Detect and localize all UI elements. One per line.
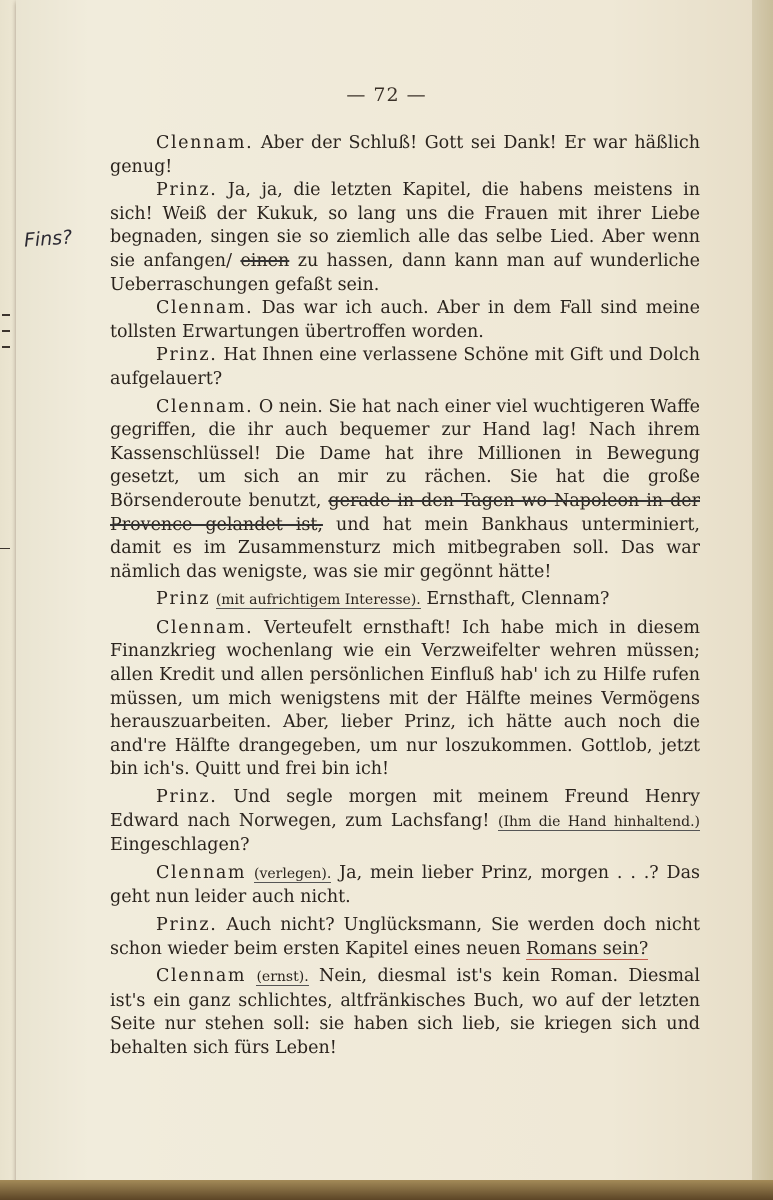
dialogue: zu hassen, dann kann man auf wunderliche Ueberraschungen gefaßt sein. — [110, 250, 700, 295]
dialogue: Ernsthaft, Clennam? — [426, 589, 610, 610]
paragraph — [110, 132, 700, 179]
paragraph — [110, 344, 700, 391]
paragraph — [110, 914, 700, 961]
paragraph — [110, 617, 700, 782]
dialogue: Aber der Schluß! Gott sei Dank! Er war häßlich genug! — [110, 133, 700, 177]
speaker: Clennam — [156, 862, 247, 883]
dialogue: Hat Ihnen eine verlassene Schöne mit Gift und Dolch aufgelauert? — [110, 345, 700, 389]
margin-mark — [0, 548, 10, 549]
paragraph: Prinz. Ja, ja, die letzten Kapitel, die habens meistens in sich! Weiß der Kukuk, so lang uns die Frauen mit ihrer Liebe begnaden, singen sie so ziemlich alle das selbe Lied. Aber wenn sie anfangen/ einen zu hassen, dann kann man auf wunderliche Ueberraschungen gefaßt sein. — [110, 180, 700, 295]
paragraph — [110, 786, 700, 858]
paragraph — [110, 965, 700, 1060]
speaker: Prinz. — [156, 345, 218, 366]
dialogue: Nein, diesmal ist's kein Roman. Diesmal ist's ein ganz schlichtes, altfränkisches Buch, wo auf der letzten Seite nur stehen soll: sie haben sich lieb, sie kriegen sich und behalten sich fürs Leben! — [110, 966, 700, 1058]
page-number: — 72 — — [346, 84, 427, 106]
struck-word: einen — [240, 250, 290, 271]
struck-passage: gerade in den Tagen wo Napoleon in der Provence gelandet ist, — [110, 490, 700, 535]
page-edge — [752, 0, 773, 1180]
dialogue: Auch nicht? Unglücksmann, Sie werden doch nicht schon wieder beim ersten Kapitel eines neuen — [110, 915, 700, 959]
page-body — [110, 132, 700, 1061]
dialogue: Das war ich auch. Aber in dem Fall sind meine tollsten Erwartungen übertroffen worden. — [110, 298, 700, 342]
dialogue: O nein. Sie hat nach einer viel wuchtigeren Waffe gegriffen, die ihr auch bequemer zur Hand lag! Nach ihrem Kassenschlüssel! Die Dame hat ihre Millionen in Bewegung gesetzt, um sich an mir zu rächen. Sie hat die große Börsenderoute benutzt, — [110, 396, 700, 511]
dialogue: Verteufelt ernsthaft! Ich habe mich in diesem Finanzkrieg wochenlang wie ein Verzweifelter wehren müssen; allen Kredit und allen persönlichen Einfluß hab' ich zu Hilfe rufen müssen, um mich wenigstens mit der Hälfte meines Vermögens herauszuarbeiten. Aber, lieber Prinz, ich hätte auch noch die and're Hälfte drangegeben, um nur loszukommen. Gottlob, jetzt bin ich's. Quitt und frei bin ich! — [110, 617, 700, 780]
speaker: Prinz. — [156, 180, 218, 201]
speaker: Clennam. — [156, 133, 254, 153]
red-underlined-words: Romans sein? — [526, 938, 649, 959]
speaker: Clennam. — [156, 298, 254, 319]
dialogue: und hat mein Bankhaus unterminiert, damit es im Zusammensturz mich mitbegraben soll. Das war nämlich das wenigste, was sie mir gegönnt hätte! — [110, 514, 700, 582]
dialogue: Ja, ja, die letzten Kapitel, die habens meistens in sich! Weiß der Kukuk, so lang uns die Frauen mit ihrer Liebe begnaden, singen sie so ziemlich alle das selbe Lied. Aber wenn sie anfangen — [110, 180, 700, 271]
dialogue: Ja, mein lieber Prinz, morgen . . .? Das geht nun leider auch nicht. — [110, 862, 700, 908]
margin-mark — [2, 346, 10, 348]
speaker: Prinz. — [156, 787, 218, 808]
dialogue: Eingeschlagen? — [110, 835, 250, 856]
paragraph — [110, 862, 700, 910]
stage-direction: (mit aufrichtigem Interesse). — [215, 592, 421, 609]
paragraph — [110, 297, 700, 344]
speaker: Clennam. — [156, 617, 254, 638]
stage-direction: (ernst). — [256, 969, 309, 986]
stage-direction: (Ihm die Hand hinhaltend.) — [498, 813, 700, 830]
speaker: Prinz — [156, 589, 211, 610]
paragraph — [110, 396, 700, 585]
stage-direction: (verlegen). — [254, 865, 332, 882]
margin-mark — [2, 314, 10, 316]
speaker: Prinz. — [156, 915, 218, 935]
paragraph — [110, 588, 700, 613]
speaker: Clennam — [156, 966, 247, 987]
dialogue: Und segle morgen mit meinem Freund Henry Edward nach Norwegen, zum Lachsfang! — [110, 787, 700, 831]
handwritten-margin-note: Fins? — [23, 226, 73, 252]
speaker: Clennam. — [156, 396, 254, 417]
margin-mark — [2, 330, 10, 332]
book-cover-edge — [0, 1180, 773, 1200]
